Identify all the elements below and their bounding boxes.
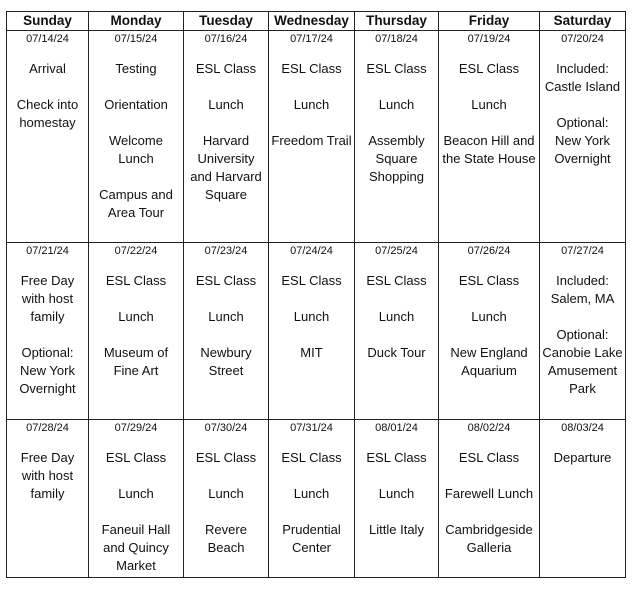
activity-item: ESL Class <box>458 61 520 76</box>
activity-item: Lunch <box>471 309 507 324</box>
activity-item: Assembly Square Shopping <box>368 133 425 184</box>
day-cell <box>540 420 626 578</box>
activity-item: Departure <box>553 450 612 465</box>
day-cell <box>355 243 439 420</box>
activity-item: Orientation <box>104 97 168 112</box>
day-cell <box>7 420 89 578</box>
header-friday: Friday <box>439 12 540 31</box>
activity-item: Optional: Canobie Lake Amusement Park <box>542 327 623 396</box>
activity-item: Cambridgeside Galleria <box>445 522 533 555</box>
day-date: 07/28/24 <box>26 422 69 434</box>
activity-list <box>89 272 183 380</box>
day-cell <box>269 243 355 420</box>
activity-list <box>7 272 88 398</box>
activity-item: ESL Class <box>105 450 167 465</box>
day-cell <box>540 243 626 420</box>
activity-list <box>184 272 268 380</box>
day-date: 07/29/24 <box>114 422 158 434</box>
activity-list <box>355 60 438 186</box>
activity-item: Lunch <box>471 97 507 112</box>
activity-list <box>355 272 438 362</box>
activity-item: ESL Class <box>105 273 167 288</box>
activity-item: Lunch <box>293 486 330 501</box>
week-row <box>7 31 626 243</box>
day-date: 07/18/24 <box>375 33 418 45</box>
day-cell <box>7 243 89 420</box>
header-saturday: Saturday <box>540 12 626 31</box>
activity-list <box>269 272 354 362</box>
activity-list <box>269 60 354 150</box>
week-row <box>7 420 626 578</box>
day-cell <box>89 420 184 578</box>
activity-item: Lunch <box>208 309 244 324</box>
day-cell <box>184 420 269 578</box>
day-date: 07/31/24 <box>290 422 333 434</box>
itinerary-calendar <box>6 11 626 578</box>
activity-item: Lunch <box>208 97 244 112</box>
day-date: 07/22/24 <box>114 245 158 257</box>
activity-item: ESL Class <box>195 273 257 288</box>
activity-item: Check into homestay <box>16 97 79 130</box>
activity-list <box>89 60 183 222</box>
day-cell <box>355 31 439 243</box>
header-tuesday: Tuesday <box>184 12 269 31</box>
day-date: 07/30/24 <box>204 422 248 434</box>
day-date: 07/23/24 <box>204 245 248 257</box>
day-date: 07/17/24 <box>290 33 333 45</box>
activity-item: ESL Class <box>458 450 520 465</box>
day-cell <box>89 31 184 243</box>
activity-item: Optional: New York Overnight <box>554 115 611 166</box>
activity-item: ESL Class <box>458 273 520 288</box>
activity-item: New England Aquarium <box>450 345 528 378</box>
activity-list <box>540 272 625 398</box>
day-date: 07/27/24 <box>561 245 604 257</box>
day-date: 08/02/24 <box>467 422 511 434</box>
day-date: 07/15/24 <box>114 33 158 45</box>
activity-item: Lunch <box>378 309 415 324</box>
activity-list <box>439 60 539 168</box>
activity-item: ESL Class <box>281 273 342 288</box>
day-cell <box>439 243 540 420</box>
activity-item: Harvard University and Harvard Square <box>190 133 262 202</box>
activity-list <box>439 449 539 557</box>
activity-item: Lunch <box>378 486 415 501</box>
week-row <box>7 243 626 420</box>
day-cell <box>439 31 540 243</box>
day-cell <box>540 31 626 243</box>
header-monday: Monday <box>89 12 184 31</box>
activity-item: ESL Class <box>366 61 427 76</box>
activity-list <box>184 60 268 204</box>
header-wednesday: Wednesday <box>269 12 355 31</box>
activity-list <box>439 272 539 380</box>
header-thursday: Thursday <box>355 12 439 31</box>
activity-item: ESL Class <box>366 273 427 288</box>
activity-item: Freedom Trail <box>271 133 352 148</box>
day-date: 07/26/24 <box>467 245 511 257</box>
activity-item: Free Day with host family <box>20 450 75 501</box>
activity-item: Lunch <box>293 97 330 112</box>
activity-item: Museum of Fine Art <box>103 345 169 378</box>
activity-item: Duck Tour <box>367 345 426 360</box>
day-date: 08/01/24 <box>375 422 418 434</box>
activity-item: Beacon Hill and the State House <box>442 133 536 166</box>
activity-list <box>540 449 625 467</box>
activity-item: Testing <box>115 61 157 76</box>
day-cell <box>184 243 269 420</box>
activity-list <box>7 449 88 503</box>
day-date: 07/16/24 <box>204 33 248 45</box>
activity-item: ESL Class <box>195 61 257 76</box>
day-date: 07/21/24 <box>26 245 69 257</box>
day-cell <box>269 31 355 243</box>
activity-item: Lunch <box>208 486 244 501</box>
activity-item: Free Day with host family <box>20 273 75 324</box>
day-cell <box>89 243 184 420</box>
activity-item: Revere Beach <box>205 522 247 555</box>
day-date: 08/03/24 <box>561 422 604 434</box>
day-cell <box>439 420 540 578</box>
activity-item: Arrival <box>29 61 66 76</box>
activity-item: ESL Class <box>195 450 257 465</box>
day-cell <box>7 31 89 243</box>
day-cell <box>355 420 439 578</box>
activity-item: Lunch <box>293 309 330 324</box>
day-date: 07/24/24 <box>290 245 333 257</box>
activity-item: Included: Salem, MA <box>550 273 615 306</box>
weekday-header-row <box>7 12 626 31</box>
activity-item: Included: Castle Island <box>544 61 621 94</box>
activity-item: Farewell Lunch <box>444 486 534 501</box>
activity-item: Optional: New York Overnight <box>19 345 76 396</box>
day-date: 07/25/24 <box>375 245 418 257</box>
activity-item: ESL Class <box>281 61 342 76</box>
activity-item: MIT <box>300 345 323 360</box>
activity-item: Lunch <box>118 309 154 324</box>
activity-item: Faneuil Hall and Quincy Market <box>101 522 171 573</box>
day-date: 07/14/24 <box>26 33 69 45</box>
day-date: 07/19/24 <box>467 33 511 45</box>
activity-item: Little Italy <box>369 522 424 537</box>
activity-list <box>7 60 88 132</box>
activity-item: Campus and Area Tour <box>99 187 173 220</box>
activity-item: Prudential Center <box>282 522 341 555</box>
day-date: 07/20/24 <box>561 33 604 45</box>
day-cell <box>269 420 355 578</box>
day-cell <box>184 31 269 243</box>
activity-item: Newbury Street <box>200 345 252 378</box>
activity-item: Welcome Lunch <box>109 133 163 166</box>
activity-item: Lunch <box>118 486 154 501</box>
activity-list <box>355 449 438 539</box>
activity-list <box>269 449 354 557</box>
activity-list <box>184 449 268 557</box>
activity-item: ESL Class <box>366 450 427 465</box>
activity-list <box>540 60 625 168</box>
header-sunday: Sunday <box>7 12 89 31</box>
activity-item: ESL Class <box>281 450 342 465</box>
activity-item: Lunch <box>378 97 415 112</box>
activity-list <box>89 449 183 575</box>
